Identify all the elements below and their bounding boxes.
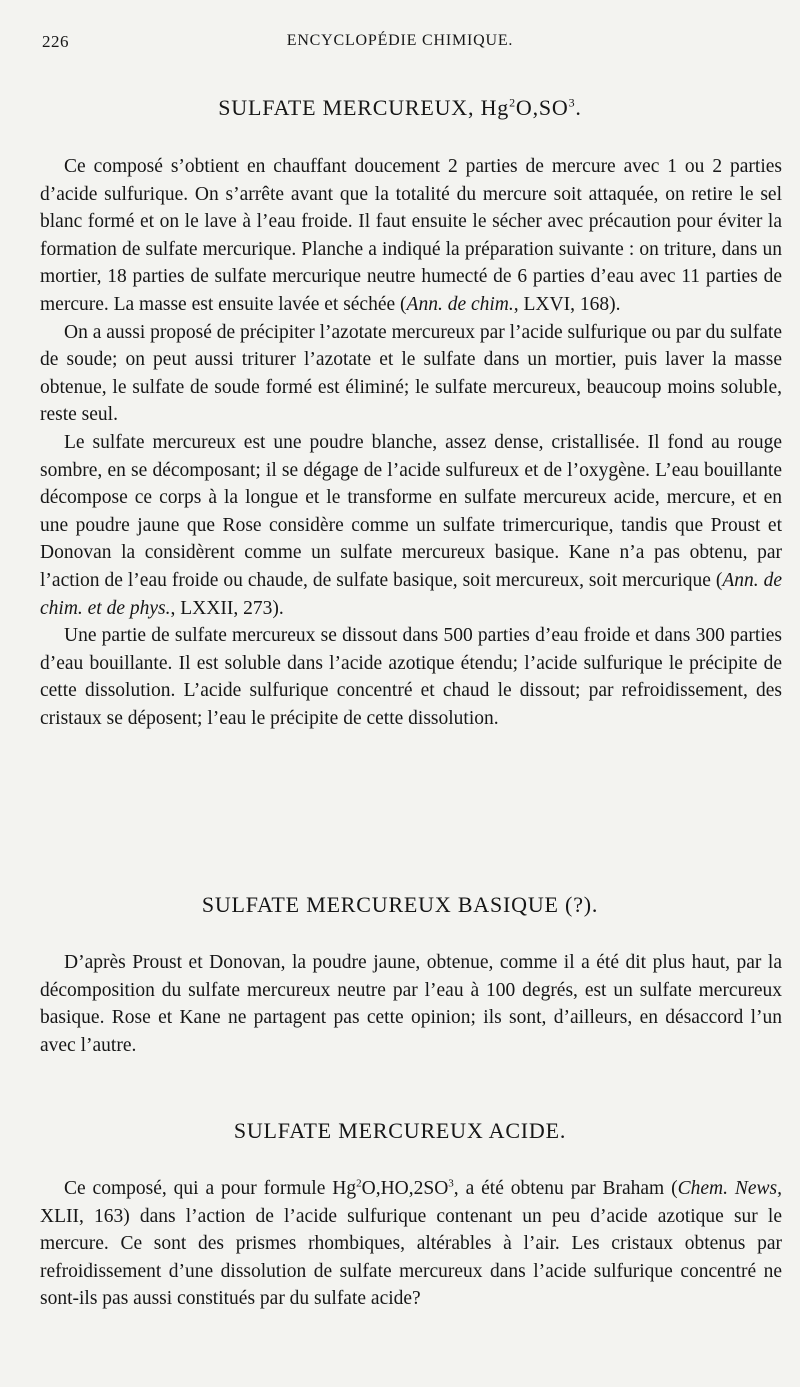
running-head: ENCYCLOPÉDIE CHIMIQUE.	[286, 32, 514, 49]
paragraph-text: O,HO,2SO	[361, 1178, 449, 1199]
section-title-sulfate-mercureux	[42, 95, 758, 121]
paragraph-text: , LXVI, 168).	[513, 293, 621, 315]
paragraph-text: Ce composé, qui a pour formule Hg	[64, 1178, 357, 1199]
title-superscript: 2	[509, 95, 516, 110]
title-text: SULFATE MERCUREUX, Hg	[218, 95, 510, 120]
citation: Ann. de chim.	[406, 293, 514, 315]
section-title-sulfate-mercureux-acide: SULFATE MERCUREUX ACIDE.	[233, 1118, 567, 1143]
paragraph	[40, 153, 782, 319]
section-body-sulfate-mercureux-acide	[40, 1175, 782, 1313]
paragraph	[40, 1175, 782, 1313]
paragraph-text: Ce composé s’obtient en chauffant doucement 2 parties de mercure avec 1 ou 2 parties d’acide sulfurique. On s’arrête avant que la totalité du mercure soit attaquée, on retire le sel blanc formé et on le lave à l’eau froide. Il faut ensuite le sécher avec précaution pour éviter la formation de sulfate mercurique. Planche a indiqué la préparation suivante : on triture, dans un mortier, 18 parties de sulfate mercurique neutre humecté de 6 parties d’eau avec 11 parties de mercure. La masse est ensuite lavée et séchée (	[40, 156, 782, 315]
section-body-sulfate-mercureux-basique	[40, 949, 782, 1059]
formula-superscript: 3	[448, 1177, 454, 1190]
paragraph-text: XLII, 163) dans l’action de l’acide sulfurique contenant un peu d’acide azotique sur le mercure. Ce sont des prismes rhombiques, altérables à l’air. Les cristaux obtenus par refroidissement d’une dissolution de sulfate mercureux dans l’acide sulfurique concentré ne sont-ils pas aussi constitués par du sulfate acide?	[40, 1205, 782, 1310]
paragraph	[40, 429, 782, 622]
citation: Chem. News,	[677, 1178, 783, 1199]
paragraph-text: Le sulfate mercureux est une poudre blanche, assez dense, cristallisée. Il fond au rouge sombre, en se décomposant; il se dégage de l’acide sulfureux et de l’oxygène. L’eau bouillante décompose ce corps à la longue et le transforme en sulfate mercureux acide, mercure, et en une poudre jaune que Rose considère comme un sulfate trimercurique, tandis que Proust et Donovan la considèrent comme un sulfate mercureux basique. Kane n’a pas obtenu, par l’action de l’eau froide ou chaude, de sulfate basique, soit mercureux, soit mercurique (	[40, 431, 782, 591]
paragraph: D’après Proust et Donovan, la poudre jaune, obtenue, comme il a été dit plus haut, par la décomposition du sulfate mercureux neutre par l’eau à 100 degrés, est un sulfate mercureux basique. Rose et Kane ne partagent pas cette opinion; ils sont, d’ailleurs, en désaccord l’un avec l’autre.	[40, 952, 782, 1056]
page-number: 226	[42, 32, 69, 51]
formula-superscript: 2	[356, 1177, 362, 1190]
title-text: .	[575, 95, 582, 120]
section-title-sulfate-mercureux-basique: SULFATE MERCUREUX BASIQUE (?).	[201, 892, 599, 917]
citation: Ann. de chim. et de phys.	[40, 569, 782, 619]
paragraph: Une partie de sulfate mercureux se dissout dans 500 parties d’eau froide et dans 300 parties d’eau bouillante. Il est soluble dans l’acide azotique étendu; l’acide sulfurique le précipite de cette dissolution. L’acide sulfurique concentré et chaud le dissout; par refroidissement, des cristaux se déposent; l’eau le précipite de cette dissolution.	[40, 625, 782, 729]
paragraph: On a aussi proposé de précipiter l’azotate mercureux par l’acide sulfurique ou par du sulfate de soude; on peut aussi triturer l’azotate et le sulfate dans un mortier, puis laver la masse obtenue, le sulfate de soude formé est éliminé; le sulfate mercureux, beaucoup moins soluble, reste seul.	[40, 321, 782, 426]
page-header	[42, 32, 758, 58]
paragraph-text: , a été obtenu par Braham (	[453, 1178, 678, 1199]
section-body-sulfate-mercureux	[40, 153, 782, 732]
title-superscript: 3	[568, 95, 576, 110]
title-text: O,SO	[515, 95, 569, 120]
paragraph-text: , LXXII, 273).	[170, 597, 284, 619]
